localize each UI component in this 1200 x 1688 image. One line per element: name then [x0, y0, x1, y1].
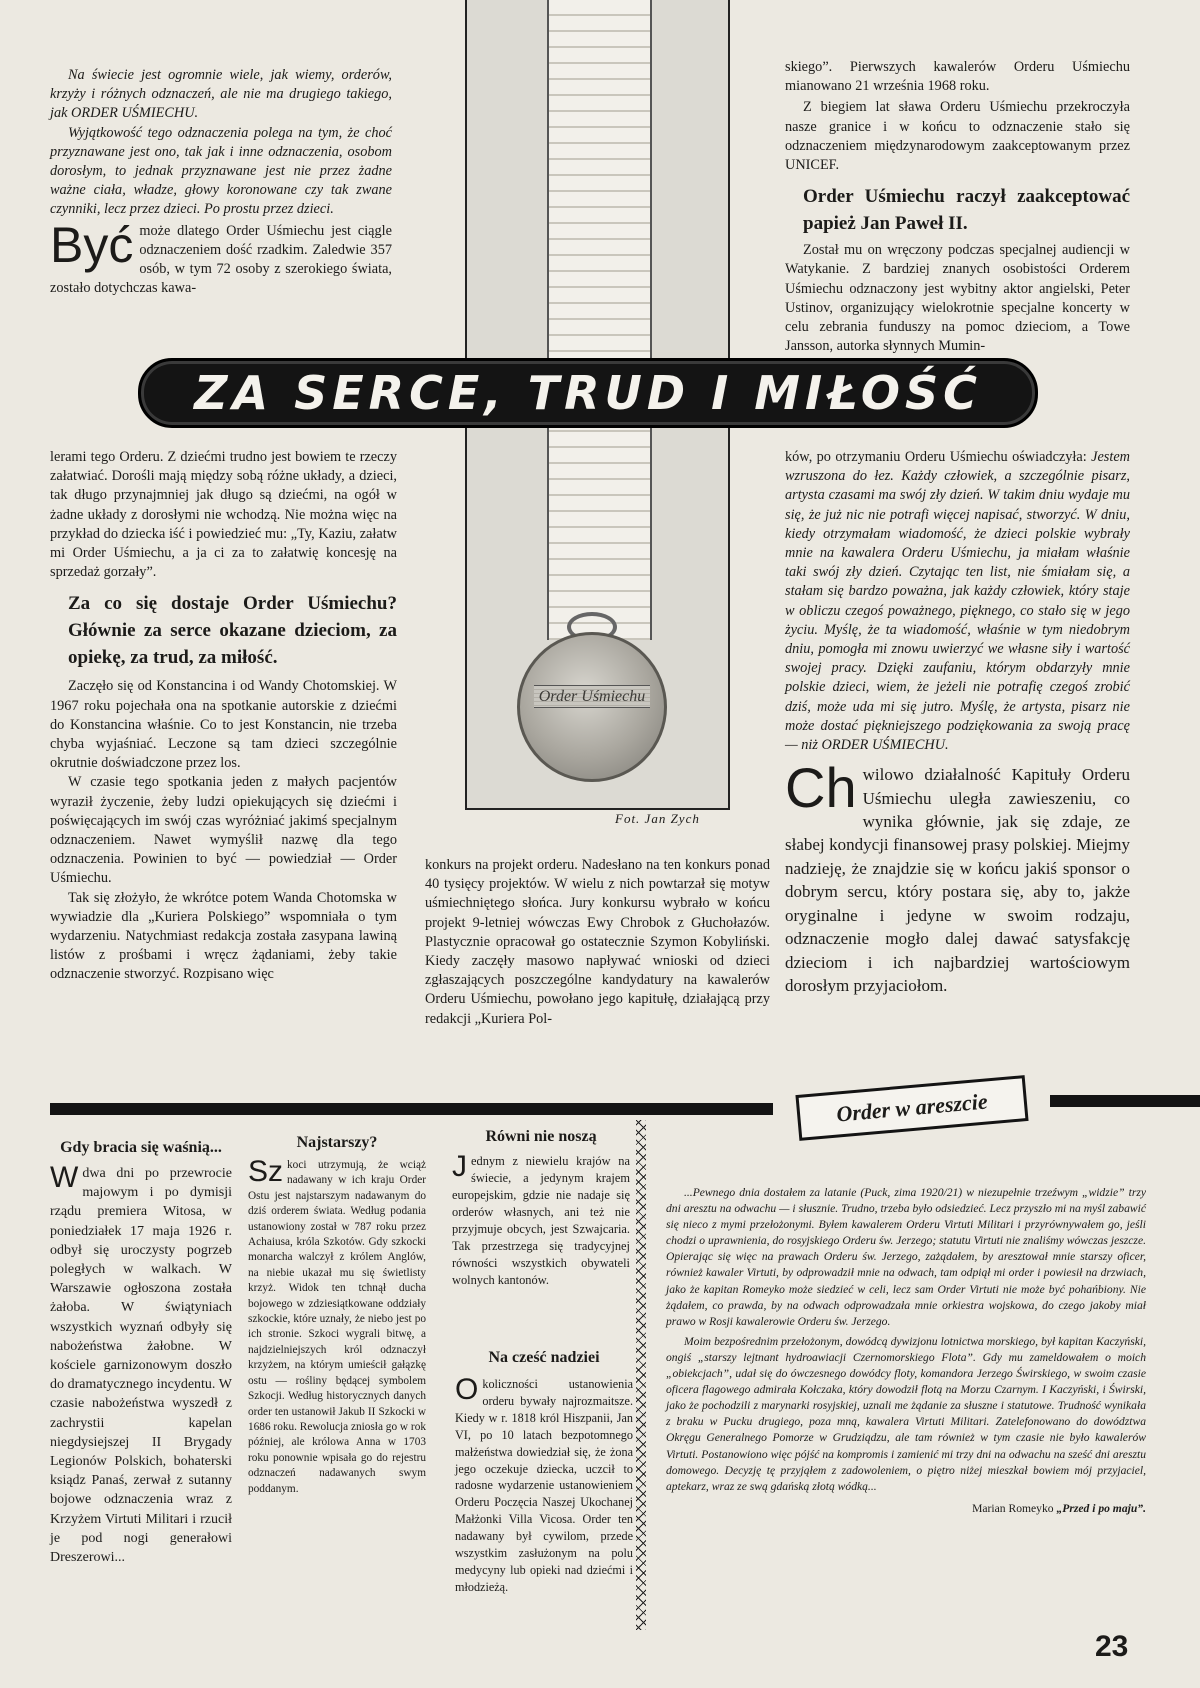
col3-dropcap: Ch: [785, 756, 857, 820]
col3-quote: Jestem wzruszona do łez. Każdy człowiek, a szczególnie pisarz, artysta czasami ma swój zły dzień. W takim dniu wydaje mu się, że już nic nie potrafi więcej napisać, stworzyć. W dniu, kiedy otrzymałam wiadomość, że dzieci polskie wybrały mnie na kawalera Orderu Uśmiechu, ja miałam właśnie taki swój zły dzień. Czytając ten list, nie śmiałam się, a stałam się bardzo poważna, jak każdy człowiek, który staje w obliczu czegoś poważnego, pięknego, co stało się w jego życiu. Myślę, że ta wiadomość, właśnie w tym niedobrym dniu, pomogła mi znowu uwierzyć we własne siły i wartość swojej pracy. Dzięki zaufaniu, którym obdarzyły mnie polskie dzieci, wiem, że jeżeli nie potrafię czegoś zrobić dziś, może uda mi się jutro. Myślę, że artysta, pisarz nie może dostać piękniejszego podziękowania za swoją pracę — niż ORDER UŚMIECHU.: [785, 449, 1130, 754]
sidebar-2-title: Najstarszy?: [296, 1134, 378, 1151]
sidebar-4-body: koliczności ustanowienia orderu bywały najrozmaitsze. Kiedy w r. 1818 król Hiszpanii, Jan VI, po 10 latach bezpotomnego małżeństwa dowiedział się, że żona jego oczekuje dziecka, uczcił to radosne wydarzenie ustanowieniem Orderu Poczęcia Naszej Ukochanej Małżonki Villa Vicosa. Order ten nadawany był cywilom, przede wszystkim zasłużonym na polu medycyny lub opieki nad dziećmi i młodzieżą.: [455, 1377, 633, 1594]
box-p2: Moim bezpośrednim przełożonym, dowódcą dywizjonu lotnictwa morskiego, był kapitan Kaczyński, ongiś „starszy lejtnant hydroawiacji Czernomorskiego Flota”. Gdy mu zameldowałem o moich „obiekcjach”, udał się do ówczesnego dowódcy floty, komandora Jerzego Świrskiego, w swoim czasie oficera flagowego admirała Kołczaka, który dowodził flotą na Morzu Czarnym. I Kaczyński, i Świrski, jako że pochodzili z marynarki rosyjskiej, uznali me żądanie za słuszne i statutowe. Trudność wynikała z braku w Pucku drugiego, poza mną, kawalera Virtuti Militari. Zatelefonowano do dowództwa Okręgu Generalnego Pomorze w Grudziądzu, ale tam również w tym czasie nie było kawalerów Virtuti. Postanowiono więc pójść na kompromis i zamienić mi trzy dni na odwachu na sześć dni aresztu domowego. Decyzję tę przyjąłem z zadowoleniem, o piętro niżej mieszkał bowiem mój przyjaciel, aptekarz, wraz ze swą gdańską złotą wódką...: [666, 1334, 1146, 1493]
sidebar-4-dropcap: O: [455, 1373, 479, 1406]
col3-p3: Został mu on wręczony podczas specjalnej audiencji w Watykanie. Z bardziej znanych osobistości Orderem Uśmiechu odznaczony jest wybitny aktor angielski, Peter Ustinov, organizujący wielokrotnie specjalne koncerty w celu zebrania funduszy na pomoc dzieciom, a Towe Jansson, autorka słynnych Mumin-: [785, 242, 1130, 355]
sidebar-4-title: Na cześć nadziei: [488, 1349, 600, 1366]
ribbon-illustration: [547, 0, 652, 640]
col1-p1: lerami tego Orderu. Z dziećmi trudno jest bowiem te rzeczy załatwiać. Dorośli mają między sobą różne układy, a dzieci, tak długo przynajmniej jak długo są dziećmi, na ogół w żadne układy z dorosłymi nie wchodzą. Nie można więc na przykład do dziecka iść i powiedzieć mu: „Ty, Kaziu, załatw mi Order Uśmiechu, a ja ci za to załatwię koncesję na sprzedaż gorzały”.: [50, 449, 397, 581]
wavy-separator: [636, 1120, 646, 1630]
box-source: „Przed i po maju”.: [1056, 1501, 1146, 1515]
col2-p1: konkurs na projekt orderu. Nadesłano na ten konkurs ponad 40 tysięcy projektów. W wielu z nich powtarzał się motyw uśmiechniętego słońca. Jury konkursu wybrało w końcu projekt 9-letniej wówczas Ewy Chrobok z Głuchołazów. Plastycznie opracował go ostatecznie Szymon Kobyliński. Kiedy zaczęły masowo napływać wnioski od dzieci zgłaszających poszczególne kandydatury na kawalerów Orderu Uśmiechu, powołano jego kapitułę, działającą przy redakcji „Kuriera Pol-: [425, 857, 770, 1027]
sidebar-4-text: [455, 1373, 633, 1596]
col3-p5: [785, 756, 1130, 997]
intro-block: [50, 66, 392, 298]
intro-italic-2: Wyjątkowość tego odznaczenia polega na tym, że choć przyznawane jest ono, tak jak i inne odznaczenia, osobom dorosłym, to jednak przyznawane jest nie przez żadne ważne ciała, władze, głowy koronowane czy tak zwane czynniki, lecz przez dzieci. Po prostu przez dzieci.: [50, 124, 392, 218]
col3-top: [785, 58, 1130, 356]
col3-lower: [785, 448, 1130, 997]
col1-body: [50, 448, 397, 985]
sidebar-4: [455, 1348, 633, 1596]
box-p1: ...Pewnego dnia dostałem za latanie (Puck, zima 1920/21) w niezupełnie trzeźwym „widzie” trzy dni aresztu na odwachu — i słusznie. Trudno, trzeba było odsiedzieć. Lecz przyszło mi na myśl zabawić się nieco z mymi przełożonymi. Byłem kawalerem Orderu Virtuti Militari i przyrównywałem go, jeśli chodzi o uprawnienia, do rosyjskiego Orderu św. Jerzego; statutu Virtuti nie znaliśmy wówczas jeszcze. Opierając się więc na prawach Orderu św. Jerzego, zażądałem, by aresztował mnie starszy oficer, również kawaler Virtuti, by odprowadził mnie na odwach, tam odpiął mi order i powiesił na drzwiach, jako że kapitan Romeyko może siedzieć w celi, lecz sam Order Virtuti nie może być pohańbiony. Nie żądałem, co prawda, by na odwach odprowadzała mnie orkiestra wojskowa, do czego jakoby miał prawo w Rosji kawalerowie Orderu św. Jerzego.: [666, 1186, 1146, 1328]
box-text: [666, 1185, 1146, 1517]
sidebar-3-body: ednym z niewielu krajów na świecie, a jedynym krajem europejskim, gdzie nie nadaje się orderów własnych, ani też nie przyjmuje obcych, jest Szwajcaria. Tak przestrzega się tradycyjnej równości wszystkich obywateli wolnych kantonów.: [452, 1154, 630, 1287]
col3-subhead: Order Uśmiechu raczył zaakceptować papież Jan Paweł II.: [803, 186, 1130, 235]
col1-p3: W czasie tego spotkania jeden z małych pacjentów wyraził życzenie, żeby ludzi opiekujących się dziećmi i poświęcających im swój czas wyróżniać jakimś specjalnym odznaczeniem. Nawet wymyślił nazwę dla tego odznaczenia. Powinien to być — powiedział — Order Uśmiechu.: [50, 774, 397, 887]
sidebar-3-dropcap: J: [452, 1150, 467, 1183]
divider-rule-left: [50, 1103, 773, 1115]
col1-p2: Zaczęło się od Konstancina i od Wandy Chotomskiej. W 1967 roku pojechała ona na spotkanie autorskie z dziećmi do Konstancina właśnie. Co to jest Konstancin, nie trzeba chyba wyjaśniać. Leczone są tam dzieci szczególnie okrutnie doświadczone przez los.: [50, 678, 397, 772]
medal-text: Order Uśmiechu: [534, 685, 650, 708]
col3-p1: skiego”. Pierwszych kawalerów Orderu Uśmiechu mianowano 21 września 1968 roku.: [785, 59, 1130, 95]
col1-subhead: Za co się dostaje Order Uśmiechu? Głównie za serce okazane dzieciom, za opiekę, za trud, za miłość.: [68, 593, 397, 669]
box-author: Marian Romeyko: [972, 1501, 1054, 1515]
sidebar-3-title: Równi nie noszą: [485, 1128, 597, 1145]
sidebar-1-dropcap: W: [50, 1161, 79, 1194]
box-signature: [666, 1501, 1146, 1517]
intro-italic-1: Na świecie jest ogromnie wiele, jak wiemy, orderów, krzyży i różnych odznaczeń, ale nie ma drugiego takiego, jak ORDER UŚMIECHU.: [50, 67, 392, 122]
sidebar-2-body: koci utrzymują, że wciąż nadawany w ich kraju Order Ostu jest najstarszym nadawanym do dziś orderem świata. Według podania ustanowiony został w 787 roku przez Achaiusa, króla Szkotów. Gdy szkocki monarcha walczył z królem Anglów, na niebie ukazał mu się świetlisty krzyż. Widok ten tchnął ducha bojowego w zdziesiątkowane oddziały szkockie, które uznały, że niebo jest po ich stronie. Szkoci wygrali bitwę, a najdzielniejszych król odznaczył krzyżem, na którym umieścił gałązkę ostu — rośliny będącej symbolem Szkocji. Według historycznych danych order ten ustanowił Jakub II Szkocki w 1686 roku. Rewolucja zniosła go w rok później, ale królowa Anna w 1703 roku ponownie wpisała go do rejestru odznaczeń nadawanych swym poddanym.: [248, 1159, 426, 1495]
col2-body: [425, 856, 770, 1029]
sidebar-1-title: Gdy bracia się waśnią...: [60, 1139, 222, 1156]
photo-credit: Fot. Jan Zych: [615, 811, 700, 826]
col3-p2: Z biegiem lat sława Orderu Uśmiechu przekroczyła nasze granice i w końcu to odznaczenie stało się odznaczeniem międzynarodowym zaakceptowanym przez UNICEF.: [785, 99, 1130, 174]
headline-banner: [138, 358, 1038, 428]
sidebar-2: [248, 1133, 426, 1497]
sidebar-3: [452, 1127, 630, 1289]
col3-p4-text: ków, po otrzymaniu Orderu Uśmiechu oświadczyła:: [785, 449, 1087, 465]
intro-dropcap: Być: [50, 216, 134, 273]
col3-p4: [785, 448, 1130, 755]
page-number: 23: [1095, 1630, 1129, 1663]
sidebar-3-text: [452, 1150, 630, 1289]
intro-text: może dlatego Order Uśmiechu jest ciągle odznaczeniem dość rzadkim. Zaledwie 357 osób, w tym 72 osoby z szerokiego świata, zostało dotychczas kawa-: [50, 222, 392, 297]
col1-p4: Tak się złożyło, że wkrótce potem Wanda Chotomska w wywiadzie dla „Kuriera Polskiego” wspomniała o tym wydarzeniu. Natychmiast redakcja została zasypana lawiną listów z prośbami i wręcz żądaniami, żeby takie odznaczenie stworzyć. Rozpisano więc: [50, 889, 397, 983]
col3-p5-text: wilowo działalność Kapituły Orderu Uśmiechu uległa zawieszeniu, co wynika głównie, jak się zdaje, ze słabej kondycji finansowej prasy polskiej. Miejmy nadzieję, że znajdzie się w końcu jakiś sponsor o dobrym sercu, który postara się, aby to, jakże oryginalne i jedyne w swoim rodzaju, odznaczenie mogło dalej dawać satysfakcję dzieciom i ich najbardziej wartościowym dorosłym przyjaciołom.: [785, 765, 1130, 995]
divider-rule-right: [1050, 1095, 1200, 1107]
sidebar-1-text: [50, 1161, 232, 1567]
sidebar-2-text: [248, 1155, 426, 1497]
sidebar-1: [50, 1138, 232, 1567]
intro-paragraph: [50, 216, 392, 299]
headline-title: ZA SERCE, TRUD I MIŁOŚĆ: [194, 366, 982, 420]
sidebar-1-body: dwa dni po przewrocie majowym i po dymisji rządu premiera Witosa, w poniedziałek 17 maja 1926 r. odbył się uroczysty pogrzeb poległych w walkach. W Warszawie ogłoszona została żałoba. W świątyniach wszystkich wyznań odbyły się nabożeństwa żałobne. W kościele garnizonowym doszło do dramatycznego incydentu. W czasie nabożeństwa wyszedł z zachrystii kapelan niegdysiejszej II Brygady Legionów Polskich, bohaterski ksiądz Panaś, zerwał z sutanny bojowe odznaczenia wraz z Krzyżem Virtuti Militari i rzucił je pod nogi generałowi Dreszerowi...: [50, 1166, 232, 1566]
sidebar-2-dropcap: Sz: [248, 1155, 284, 1188]
medal-illustration: [517, 632, 667, 782]
box-title: Order w areszcie: [795, 1075, 1028, 1141]
